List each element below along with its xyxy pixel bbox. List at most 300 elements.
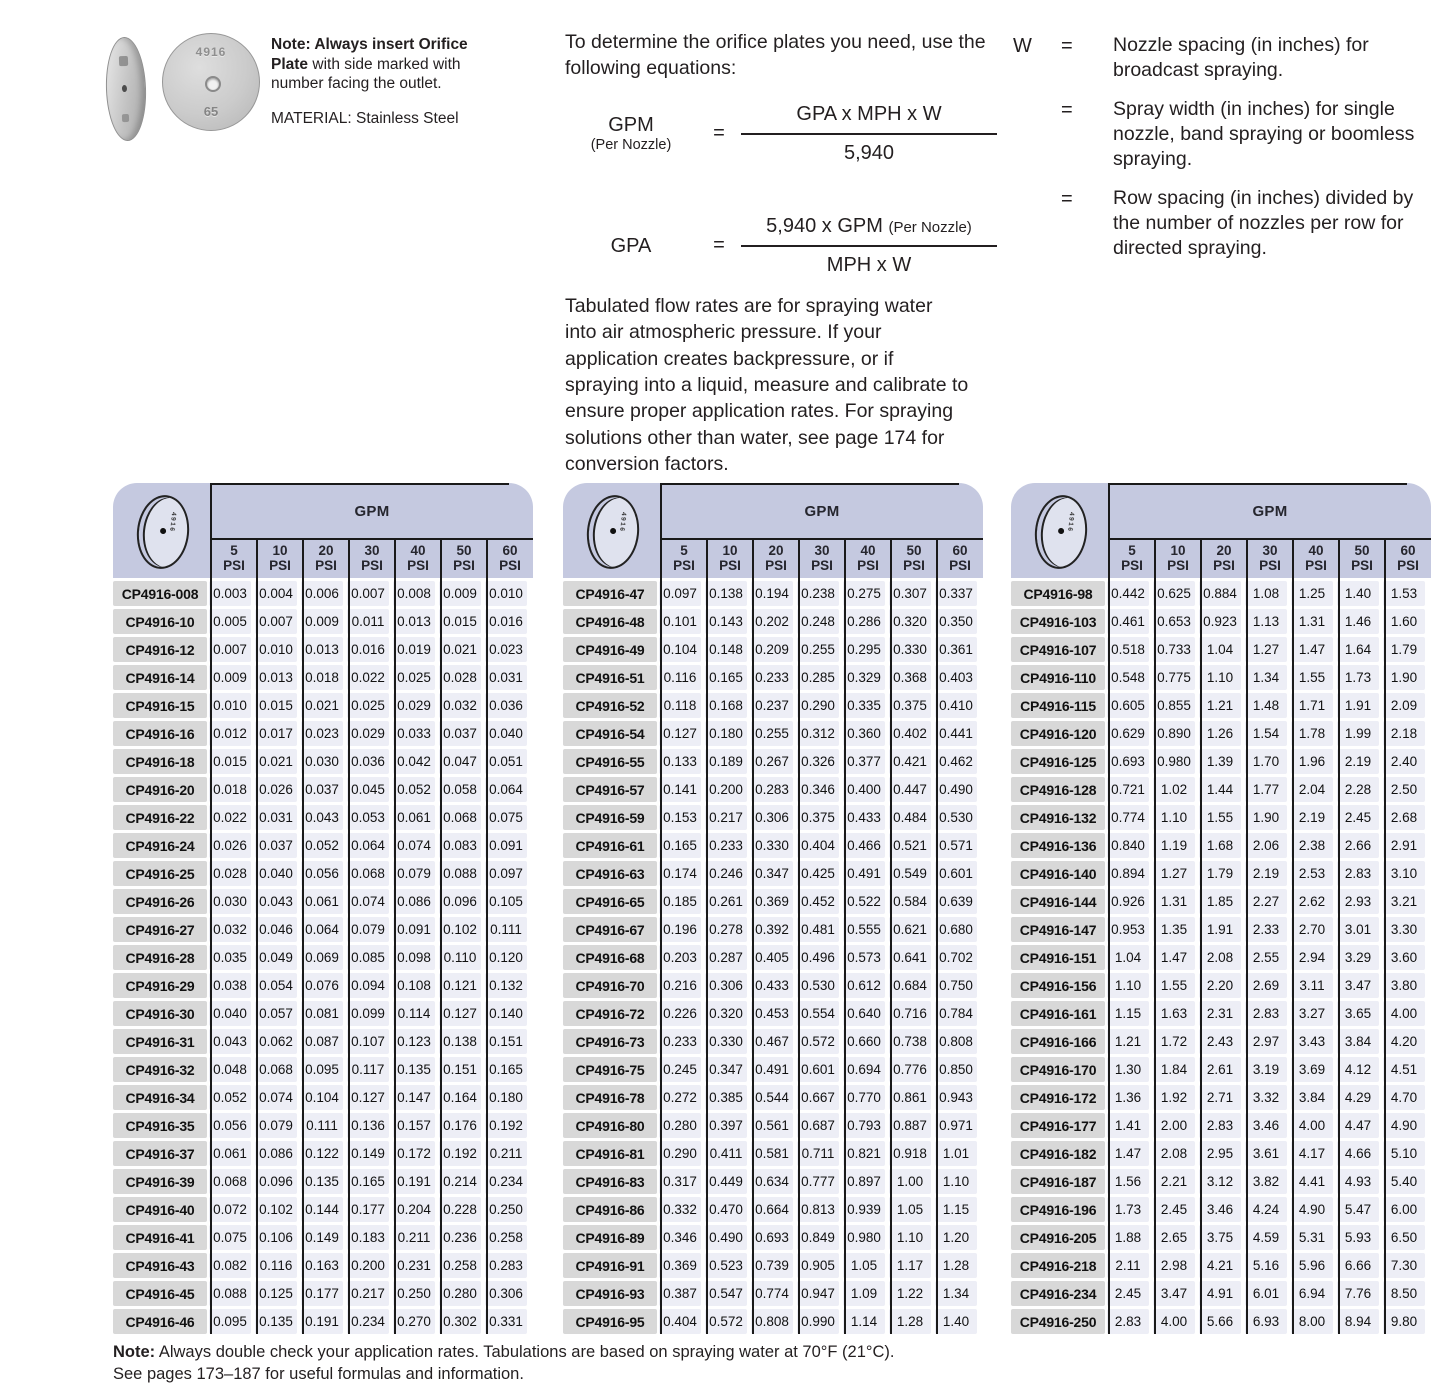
gpm-value-cell: 0.097 <box>659 581 701 606</box>
table-row <box>113 665 533 690</box>
gpm-value-cell: 0.680 <box>935 917 977 942</box>
part-number-cell: CP4916-47 <box>563 581 657 606</box>
gpm-value-cell: 0.490 <box>705 1225 747 1250</box>
orifice-plate-icon <box>133 492 192 571</box>
gpm-value-cell: 2.83 <box>1245 1001 1287 1026</box>
gpm-value-cell: 0.481 <box>797 917 839 942</box>
gpm-value-cell: 0.491 <box>843 861 885 886</box>
part-number-cell: CP4916-37 <box>113 1141 207 1166</box>
gpm-value-cell: 0.530 <box>797 973 839 998</box>
gpm-value-cell: 1.27 <box>1245 637 1287 662</box>
gpm-value-cell: 4.59 <box>1245 1225 1287 1250</box>
gpm-value-cell: 0.074 <box>347 889 389 914</box>
psi-column-header <box>395 540 441 578</box>
equals-sign: = <box>1061 35 1073 57</box>
gpm-value-cell: 0.307 <box>889 581 931 606</box>
gpm-value-cell: 0.403 <box>935 665 977 690</box>
gpm-value-cell: 0.601 <box>797 1057 839 1082</box>
gpm-value-cell: 0.023 <box>301 721 343 746</box>
gpm-value-cell: 4.21 <box>1199 1253 1241 1278</box>
gpm-value-cell: 0.192 <box>485 1113 527 1138</box>
gpm-value-cell: 0.209 <box>751 637 793 662</box>
gpm-value-cell: 0.015 <box>209 749 251 774</box>
w-definition-item <box>1013 33 1433 84</box>
part-number-cell: CP4916-10 <box>113 609 207 634</box>
gpm-value-cell: 0.544 <box>751 1085 793 1110</box>
part-number-cell: CP4916-48 <box>563 609 657 634</box>
gpm-value-cell: 3.46 <box>1199 1197 1241 1222</box>
gpm-value-cell: 0.442 <box>1107 581 1149 606</box>
part-number-cell: CP4916-73 <box>563 1029 657 1054</box>
gpm-value-cell: 2.45 <box>1337 805 1379 830</box>
table-header <box>113 483 533 578</box>
gpm-value-cell: 6.94 <box>1291 1281 1333 1306</box>
table-row <box>113 1281 533 1306</box>
gpm-value-cell: 0.022 <box>347 665 389 690</box>
gpm-value-cell: 1.47 <box>1107 1141 1149 1166</box>
gpm-value-cell: 0.267 <box>751 749 793 774</box>
w-definition-text: Nozzle spacing (in inches) for broadcast spraying. <box>1113 34 1369 82</box>
part-number-cell: CP4916-172 <box>1011 1085 1105 1110</box>
gpm-value-cell: 2.21 <box>1153 1169 1195 1194</box>
gpm-value-cell: 0.270 <box>393 1309 435 1334</box>
gpm-value-cell: 0.286 <box>843 609 885 634</box>
part-number-cell: CP4916-70 <box>563 973 657 998</box>
table-row <box>1011 1029 1431 1054</box>
gpm-value-cell: 0.049 <box>255 945 297 970</box>
psi-unit: PSI <box>673 558 695 573</box>
footer-note-bold: Note: <box>113 1343 156 1361</box>
table-row <box>563 1197 983 1222</box>
gpm-value-cell: 1.39 <box>1199 749 1241 774</box>
table-row <box>1011 721 1431 746</box>
gpm-value-cell: 2.55 <box>1245 945 1287 970</box>
gpm-value-cell: 0.329 <box>843 665 885 690</box>
gpm-value-cell: 0.064 <box>347 833 389 858</box>
gpm-value-cell: 0.350 <box>935 609 977 634</box>
gpm-value-cell: 0.861 <box>889 1085 931 1110</box>
gpm-value-cell: 0.031 <box>255 805 297 830</box>
psi-column-header <box>257 540 303 578</box>
table-row <box>563 777 983 802</box>
part-number-cell: CP4916-55 <box>563 749 657 774</box>
psi-column-header <box>707 540 753 578</box>
gpm-value-cell: 0.897 <box>843 1169 885 1194</box>
gpm-value-cell: 1.54 <box>1245 721 1287 746</box>
part-number-cell: CP4916-147 <box>1011 917 1105 942</box>
part-number-cell: CP4916-34 <box>113 1085 207 1110</box>
gpm-value-cell: 0.711 <box>797 1141 839 1166</box>
material-note: MATERIAL: Stainless Steel <box>271 110 459 127</box>
gpm-value-cell: 0.010 <box>485 581 527 606</box>
gpm-value-cell: 0.375 <box>889 693 931 718</box>
gpm-value-cell: 3.61 <box>1245 1141 1287 1166</box>
gpm-value-cell: 1.79 <box>1383 637 1425 662</box>
gpm-value-cell: 0.840 <box>1107 833 1149 858</box>
footer-note-rest: Always double check your application rates. Tabulations are based on spraying water at 70°F (21°C). <box>155 1343 895 1361</box>
equations-block <box>565 30 997 277</box>
gpm-value-cell: 3.84 <box>1291 1085 1333 1110</box>
gpm-value-cell: 0.306 <box>751 805 793 830</box>
part-number-cell: CP4916-140 <box>1011 861 1105 886</box>
gpm-value-cell: 0.052 <box>393 777 435 802</box>
table-row <box>1011 1001 1431 1026</box>
table-row <box>563 1029 983 1054</box>
part-number-cell: CP4916-95 <box>563 1309 657 1334</box>
part-number-cell: CP4916-72 <box>563 1001 657 1026</box>
part-number-cell: CP4916-98 <box>1011 581 1105 606</box>
part-number-cell: CP4916-43 <box>113 1253 207 1278</box>
gpm-value-cell: 3.47 <box>1153 1281 1195 1306</box>
psi-column-header <box>1109 540 1155 578</box>
gpm-value-cell: 1.55 <box>1153 973 1195 998</box>
psi-unit: PSI <box>1213 558 1235 573</box>
table-row <box>1011 945 1431 970</box>
gpm-value-cell: 0.007 <box>347 581 389 606</box>
gpm-value-cell: 0.572 <box>797 1029 839 1054</box>
gpm-value-cell: 1.56 <box>1107 1169 1149 1194</box>
gpm-value-cell: 0.561 <box>751 1113 793 1138</box>
gpm-value-cell: 0.283 <box>485 1253 527 1278</box>
gpm-value-cell: 2.69 <box>1245 973 1287 998</box>
gpm-value-cell: 0.068 <box>347 861 389 886</box>
gpm-value-cell: 0.496 <box>797 945 839 970</box>
table-row <box>563 1253 983 1278</box>
part-number-cell: CP4916-15 <box>113 693 207 718</box>
gpm-value-cell: 2.20 <box>1199 973 1241 998</box>
gpm-value-cell: 0.234 <box>485 1169 527 1194</box>
gpm-value-cell: 0.036 <box>485 693 527 718</box>
gpm-value-cell: 0.053 <box>347 805 389 830</box>
gpm-value-cell: 0.062 <box>255 1029 297 1054</box>
gpm-value-cell: 1.31 <box>1291 609 1333 634</box>
gpm-value-cell: 0.127 <box>659 721 701 746</box>
psi-column-header <box>1155 540 1201 578</box>
table-row <box>1011 889 1431 914</box>
gpm-value-cell: 0.233 <box>751 665 793 690</box>
gpm-value-cell: 1.73 <box>1107 1197 1149 1222</box>
gpm-value-cell: 0.040 <box>485 721 527 746</box>
psi-value: 5 <box>230 543 238 559</box>
column-divider-rule <box>1200 538 1202 1334</box>
plate-size-number: 65 <box>203 104 219 119</box>
gpm-value-cell: 2.19 <box>1291 805 1333 830</box>
gpm-value-cell: 2.33 <box>1245 917 1287 942</box>
gpm-value-cell: 0.032 <box>439 693 481 718</box>
gpm-value-cell: 0.584 <box>889 889 931 914</box>
gpm-value-cell: 0.079 <box>255 1113 297 1138</box>
gpm-value-cell: 1.55 <box>1291 665 1333 690</box>
table-header <box>1011 483 1431 578</box>
gpm-value-cell: 0.088 <box>439 861 481 886</box>
part-number-cell: CP4916-89 <box>563 1225 657 1250</box>
gpm-value-cell: 3.47 <box>1337 973 1379 998</box>
part-number-cell: CP4916-45 <box>113 1281 207 1306</box>
psi-column-header <box>349 540 395 578</box>
psi-unit: PSI <box>1121 558 1143 573</box>
gpm-value-cell: 0.346 <box>659 1225 701 1250</box>
gpm-value-cell: 0.032 <box>209 917 251 942</box>
gpm-value-cell: 1.64 <box>1337 637 1379 662</box>
gpm-value-cell: 0.248 <box>797 609 839 634</box>
gpm-value-cell: 8.50 <box>1383 1281 1425 1306</box>
gpm-value-cell: 0.013 <box>301 637 343 662</box>
gpm-value-cell: 0.196 <box>659 917 701 942</box>
gpm-value-cell: 1.68 <box>1199 833 1241 858</box>
gpm-value-cell: 0.030 <box>209 889 251 914</box>
gpm-value-cell: 0.172 <box>393 1141 435 1166</box>
gpm-value-cell: 0.168 <box>705 693 747 718</box>
gpm-value-cell: 1.20 <box>935 1225 977 1250</box>
part-number-cell: CP4916-161 <box>1011 1001 1105 1026</box>
gpm-equation-lhs <box>565 114 697 154</box>
gpm-value-cell: 0.821 <box>843 1141 885 1166</box>
psi-column-header <box>211 540 257 578</box>
gpm-value-cell: 1.10 <box>1199 665 1241 690</box>
gpm-value-cell: 0.640 <box>843 1001 885 1026</box>
gpm-value-cell: 2.09 <box>1383 693 1425 718</box>
gpm-value-cell: 0.204 <box>393 1197 435 1222</box>
part-number-cell: CP4916-26 <box>113 889 207 914</box>
gpm-value-cell: 0.890 <box>1153 721 1195 746</box>
table-row <box>113 1085 533 1110</box>
column-divider-rule <box>890 538 892 1334</box>
gpm-value-cell: 2.08 <box>1153 1141 1195 1166</box>
gpm-value-cell: 0.693 <box>751 1225 793 1250</box>
gpm-value-cell: 0.369 <box>659 1253 701 1278</box>
gpm-value-cell: 1.44 <box>1199 777 1241 802</box>
part-number-cell: CP4916-18 <box>113 749 207 774</box>
gpm-value-cell: 4.20 <box>1383 1029 1425 1054</box>
table-row <box>1011 609 1431 634</box>
gpm-value-cell: 0.025 <box>347 693 389 718</box>
gpm-value-cell: 0.135 <box>255 1309 297 1334</box>
gpm-value-cell: 1.41 <box>1107 1113 1149 1138</box>
gpm-value-cell: 0.326 <box>797 749 839 774</box>
gpm-value-cell: 3.01 <box>1337 917 1379 942</box>
table-row <box>1011 833 1431 858</box>
gpm-value-cell: 0.038 <box>209 973 251 998</box>
column-divider-rule <box>1108 483 1110 1334</box>
table-row <box>113 777 533 802</box>
gpm-value-cell: 0.004 <box>255 581 297 606</box>
part-number-cell: CP4916-86 <box>563 1197 657 1222</box>
gpm-value-cell: 1.91 <box>1199 917 1241 942</box>
gpm-value-cell: 0.387 <box>659 1281 701 1306</box>
gpm-value-cell: 3.11 <box>1291 973 1333 998</box>
gpm-value-cell: 0.149 <box>301 1225 343 1250</box>
table-row <box>563 609 983 634</box>
gpm-value-cell: 3.60 <box>1383 945 1425 970</box>
gpm-value-cell: 0.125 <box>255 1281 297 1306</box>
psi-column-header <box>799 540 845 578</box>
gpm-value-cell: 0.097 <box>485 861 527 886</box>
table-row <box>563 749 983 774</box>
orifice-plate-icon <box>1031 492 1090 571</box>
column-divider-rule <box>1154 538 1156 1334</box>
gpm-value-cell: 0.047 <box>439 749 481 774</box>
psi-column-header <box>845 540 891 578</box>
gpm-value-cell: 0.157 <box>393 1113 435 1138</box>
gpm-value-cell: 1.13 <box>1245 609 1287 634</box>
gpm-value-cell: 0.530 <box>935 805 977 830</box>
gpm-value-cell: 0.317 <box>659 1169 701 1194</box>
gpm-value-cell: 0.069 <box>301 945 343 970</box>
gpm-value-cell: 1.35 <box>1153 917 1195 942</box>
plate-icon-number: 4916 <box>168 511 178 533</box>
gpm-value-cell: 1.19 <box>1153 833 1195 858</box>
psi-unit: PSI <box>315 558 337 573</box>
gpm-value-cell: 0.081 <box>301 1001 343 1026</box>
gpm-value-cell: 0.461 <box>1107 609 1149 634</box>
gpm-value-cell: 0.029 <box>347 721 389 746</box>
gpm-value-cell: 2.43 <box>1199 1029 1241 1054</box>
gpm-value-cell: 0.411 <box>705 1141 747 1166</box>
column-divider-rule <box>660 483 662 1334</box>
gpm-value-cell: 2.61 <box>1199 1057 1241 1082</box>
gpm-value-cell: 0.278 <box>705 917 747 942</box>
gpm-value-cell: 0.347 <box>705 1057 747 1082</box>
psi-unit: PSI <box>453 558 475 573</box>
gpa-numerator-sub: (Per Nozzle) <box>888 218 972 236</box>
gpm-value-cell: 0.462 <box>935 749 977 774</box>
gpm-value-cell: 0.777 <box>797 1169 839 1194</box>
gpm-value-cell: 2.45 <box>1153 1197 1195 1222</box>
psi-unit: PSI <box>949 558 971 573</box>
gpm-value-cell: 5.40 <box>1383 1169 1425 1194</box>
gpm-value-cell: 6.01 <box>1245 1281 1287 1306</box>
psi-value: 40 <box>410 543 426 559</box>
gpm-value-cell: 0.003 <box>209 581 251 606</box>
gpm-value-cell: 5.16 <box>1245 1253 1287 1278</box>
psi-value: 10 <box>722 543 738 559</box>
gpm-value-cell: 0.108 <box>393 973 435 998</box>
gpm-value-cell: 0.091 <box>485 833 527 858</box>
psi-column-header <box>1247 540 1293 578</box>
gpm-value-cell: 0.120 <box>485 945 527 970</box>
gpm-value-cell: 0.096 <box>255 1169 297 1194</box>
gpm-value-cell: 0.601 <box>935 861 977 886</box>
gpm-value-cell: 0.011 <box>347 609 389 634</box>
gpm-value-cell: 0.056 <box>209 1113 251 1138</box>
gpm-value-cell: 0.330 <box>751 833 793 858</box>
gpm-value-cell: 0.306 <box>485 1281 527 1306</box>
insert-note-bold: Note: Always insert Orifice Plate <box>271 36 468 73</box>
part-number-cell: CP4916-107 <box>1011 637 1105 662</box>
plate-orifice-hole <box>205 76 221 92</box>
gpm-value-cell: 0.021 <box>255 749 297 774</box>
gpm-value-cell: 0.068 <box>209 1169 251 1194</box>
gpm-value-cell: 0.261 <box>705 889 747 914</box>
gpm-value-cell: 0.165 <box>705 665 747 690</box>
column-divider-rule <box>1338 538 1340 1334</box>
gpm-value-cell: 0.211 <box>485 1141 527 1166</box>
plate-icon-number: 4916 <box>1066 511 1076 533</box>
psi-unit: PSI <box>903 558 925 573</box>
gpm-value-cell: 0.245 <box>659 1057 701 1082</box>
gpm-value-cell: 3.19 <box>1245 1057 1287 1082</box>
gpm-value-cell: 0.117 <box>347 1057 389 1082</box>
gpm-value-cell: 1.84 <box>1153 1057 1195 1082</box>
gpm-value-cell: 0.107 <box>347 1029 389 1054</box>
gpm-value-cell: 0.369 <box>751 889 793 914</box>
gpm-value-cell: 0.404 <box>797 833 839 858</box>
gpm-value-cell: 0.202 <box>751 609 793 634</box>
gpm-value-cell: 1.34 <box>935 1281 977 1306</box>
gpm-value-cell: 0.132 <box>485 973 527 998</box>
gpm-value-cell: 0.116 <box>659 665 701 690</box>
gpm-value-cell: 0.180 <box>705 721 747 746</box>
table-row <box>113 1029 533 1054</box>
gpm-value-cell: 1.02 <box>1153 777 1195 802</box>
gpm-value-cell: 0.200 <box>347 1253 389 1278</box>
footer-note <box>113 1342 953 1386</box>
gpm-value-cell: 3.80 <box>1383 973 1425 998</box>
gpm-value-cell: 1.63 <box>1153 1001 1195 1026</box>
gpm-value-cell: 1.78 <box>1291 721 1333 746</box>
psi-unit: PSI <box>269 558 291 573</box>
table-row <box>113 1113 533 1138</box>
gpm-value-cell: 0.332 <box>659 1197 701 1222</box>
gpm-value-cell: 1.10 <box>1153 805 1195 830</box>
part-number-cell: CP4916-75 <box>563 1057 657 1082</box>
column-divider-rule <box>1292 538 1294 1334</box>
gpa-equation-lhs <box>565 235 697 257</box>
psi-value: 20 <box>768 543 784 559</box>
gpm-value-cell: 0.138 <box>705 581 747 606</box>
gpm-value-cell: 0.079 <box>393 861 435 886</box>
gpm-value-cell: 0.104 <box>659 637 701 662</box>
gpm-value-cell: 0.258 <box>485 1225 527 1250</box>
gpm-value-cell: 0.133 <box>659 749 701 774</box>
gpm-value-cell: 0.127 <box>347 1085 389 1110</box>
table-row <box>563 1309 983 1334</box>
gpm-value-cell: 6.00 <box>1383 1197 1425 1222</box>
part-number-cell: CP4916-52 <box>563 693 657 718</box>
gpm-value-cell: 1.30 <box>1107 1057 1149 1082</box>
gpm-value-cell: 4.70 <box>1383 1085 1425 1110</box>
gpm-value-cell: 1.08 <box>1245 581 1287 606</box>
part-number-cell: CP4916-166 <box>1011 1029 1105 1054</box>
gpm-value-cell: 0.136 <box>347 1113 389 1138</box>
gpm-value-cell: 2.00 <box>1153 1113 1195 1138</box>
gpm-value-cell: 0.721 <box>1107 777 1149 802</box>
psi-value: 50 <box>906 543 922 559</box>
psi-value: 10 <box>272 543 288 559</box>
gpm-value-cell: 0.306 <box>705 973 747 998</box>
gpm-value-cell: 0.200 <box>705 777 747 802</box>
gpm-value-cell: 2.45 <box>1107 1281 1149 1306</box>
table-row <box>113 805 533 830</box>
part-number-cell: CP4916-59 <box>563 805 657 830</box>
gpm-value-cell: 0.226 <box>659 1001 701 1026</box>
gpm-value-cell: 0.433 <box>843 805 885 830</box>
psi-value: 50 <box>1354 543 1370 559</box>
psi-value: 30 <box>1262 543 1278 559</box>
column-divider-rule <box>1246 538 1248 1334</box>
gpm-numerator: GPA x MPH x W <box>796 102 942 125</box>
gpm-value-cell: 0.111 <box>485 917 527 942</box>
gpm-value-cell: 0.083 <box>439 833 481 858</box>
table-row <box>563 637 983 662</box>
gpm-value-cell: 0.174 <box>659 861 701 886</box>
gpm-value-cell: 0.441 <box>935 721 977 746</box>
gpa-equation <box>565 215 997 277</box>
table-row <box>113 1169 533 1194</box>
gpm-value-cell: 1.91 <box>1337 693 1379 718</box>
part-number-cell: CP4916-30 <box>113 1001 207 1026</box>
part-number-cell: CP4916-41 <box>113 1225 207 1250</box>
